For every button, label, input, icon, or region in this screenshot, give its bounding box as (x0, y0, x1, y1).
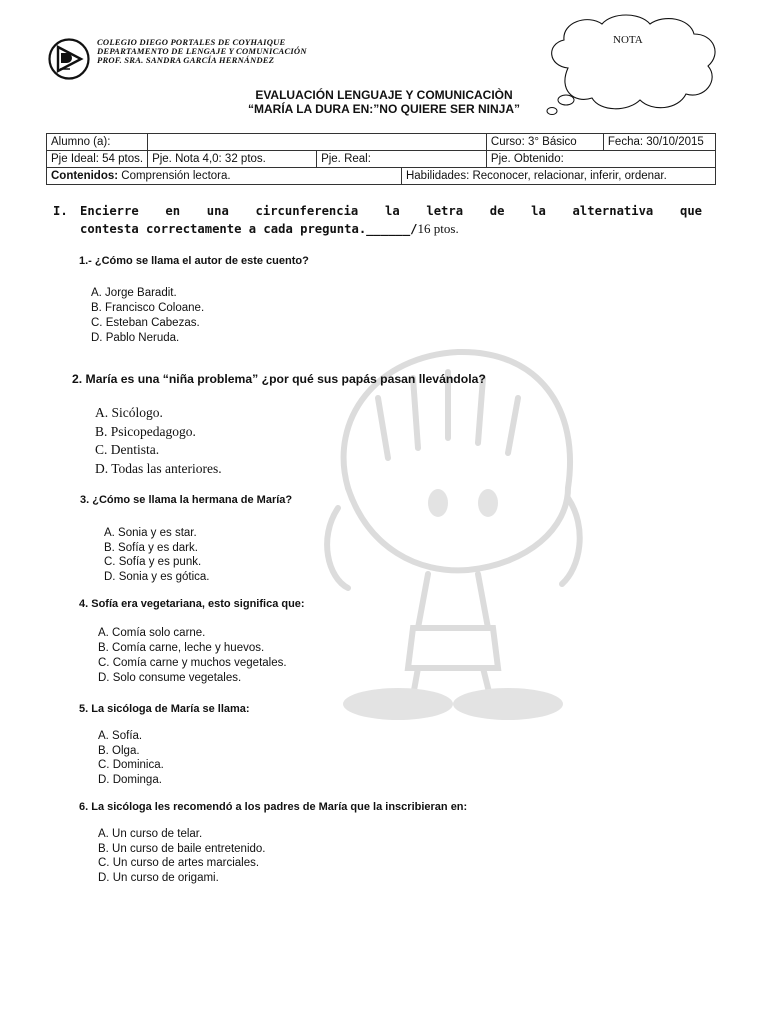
table-row (47, 168, 716, 185)
real-score-label: Pje. Real: (317, 151, 487, 168)
question-2-options (95, 404, 222, 478)
ideal-score-label: Pje Ideal: 54 ptos. (47, 151, 148, 168)
obtained-score-label: Pje. Obtenido: (486, 151, 715, 168)
school-name: COLEGIO DIEGO PORTALES DE COYHAIQUE (97, 37, 286, 47)
option-b[interactable]: B. Sofía y es dark. (104, 541, 198, 554)
student-info-table (46, 133, 716, 185)
school-header (97, 38, 307, 65)
skills-label: Habilidades: Reconocer, relacionar, inferir, ordenar. (401, 168, 715, 185)
section-number: I. (53, 204, 68, 218)
option-a[interactable]: A. Comía solo carne. (98, 627, 206, 639)
grade-label: NOTA (613, 34, 643, 46)
option-c[interactable]: C. Dominica. (98, 759, 164, 771)
question-1: 1.- ¿Cómo se llama el autor de este cuento? (79, 255, 309, 267)
school-logo-icon (48, 38, 90, 80)
contents-label: Contenidos: (51, 170, 119, 182)
question-6-options (98, 827, 266, 885)
option-c[interactable]: C. Esteban Cabezas. (91, 317, 200, 329)
option-d[interactable]: D. Sonia y es gótica. (104, 570, 210, 583)
contents-value: Comprensión lectora. (118, 170, 231, 182)
question-5-options (98, 729, 164, 787)
question-1-options (91, 286, 204, 346)
date-label: Fecha: 30/10/2015 (603, 134, 715, 151)
cartoon-girl-watermark-icon (318, 338, 588, 726)
option-c[interactable]: C. Comía carne y muchos vegetales. (98, 657, 287, 669)
table-row (47, 134, 716, 151)
contents-cell (47, 168, 402, 185)
course-label: Curso: 3° Básico (486, 134, 603, 151)
grade-score-label: Pje. Nota 4,0: 32 ptos. (148, 151, 317, 168)
table-row (47, 151, 716, 168)
option-b[interactable]: B. Un curso de baile entretenido. (98, 842, 266, 855)
option-b[interactable]: B. Francisco Coloane. (91, 302, 205, 314)
option-a[interactable]: A. Sonia y es star. (104, 527, 197, 539)
option-d[interactable]: D. Dominga. (98, 773, 162, 786)
option-a[interactable]: A. Un curso de telar. (98, 828, 203, 840)
question-6: 6. La sicóloga les recomendó a los padres de María que la inscribieran en: (79, 801, 468, 813)
option-b[interactable]: B. Comía carne, leche y huevos. (98, 642, 265, 654)
question-3-options (104, 526, 209, 584)
option-d[interactable]: D. Solo consume vegetales. (98, 672, 242, 684)
question-3: 3. ¿Cómo se llama la hermana de María? (80, 494, 293, 506)
option-c[interactable]: C. Sofía y es punk. (104, 556, 202, 568)
instruction-line-2 (80, 220, 459, 238)
option-a[interactable]: A. Sicólogo. (95, 405, 163, 420)
question-2: 2. María es una “niña problema” ¿por qué sus papás pasan llevándola? (72, 372, 486, 386)
option-b[interactable]: B. Psicopedagogo. (95, 423, 196, 439)
department-name: DEPARTAMENTO DE LENGAJE Y COMUNICACIÓN (97, 46, 307, 56)
question-5: 5. La sicóloga de María se llama: (79, 703, 250, 715)
question-4-options (98, 626, 287, 686)
section-points: 16 ptos. (417, 221, 459, 236)
option-d[interactable]: D. Un curso de origami. (98, 871, 219, 884)
page-subtitle: “MARÍA LA DURA EN:”NO QUIERE SER NINJA” (247, 102, 520, 116)
option-b[interactable]: B. Olga. (98, 744, 140, 757)
instruction-text: contesta correctamente a cada pregunta.______/ (80, 222, 418, 236)
option-a[interactable]: A. Jorge Baradit. (91, 287, 177, 299)
option-d[interactable]: D. Pablo Neruda. (91, 332, 180, 344)
option-d[interactable]: D. Todas las anteriores. (95, 460, 222, 476)
option-c[interactable]: C. Dentista. (95, 442, 160, 457)
student-name-label: Alumno (a): (47, 134, 148, 151)
page-title: EVALUACIÓN LENGUAJE Y COMUNICACIÒN (255, 88, 513, 102)
student-name-field[interactable] (148, 134, 487, 151)
teacher-name: PROF. SRA. SANDRA GARCÍA HERNÁNDEZ (97, 55, 275, 65)
option-c[interactable]: C. Un curso de artes marciales. (98, 857, 260, 869)
question-4: 4. Sofía era vegetariana, esto significa que: (79, 598, 305, 610)
option-a[interactable]: A. Sofía. (98, 730, 143, 742)
instruction-line-1: Encierre en una circunferencia la letra de la alternativa que (80, 204, 702, 218)
